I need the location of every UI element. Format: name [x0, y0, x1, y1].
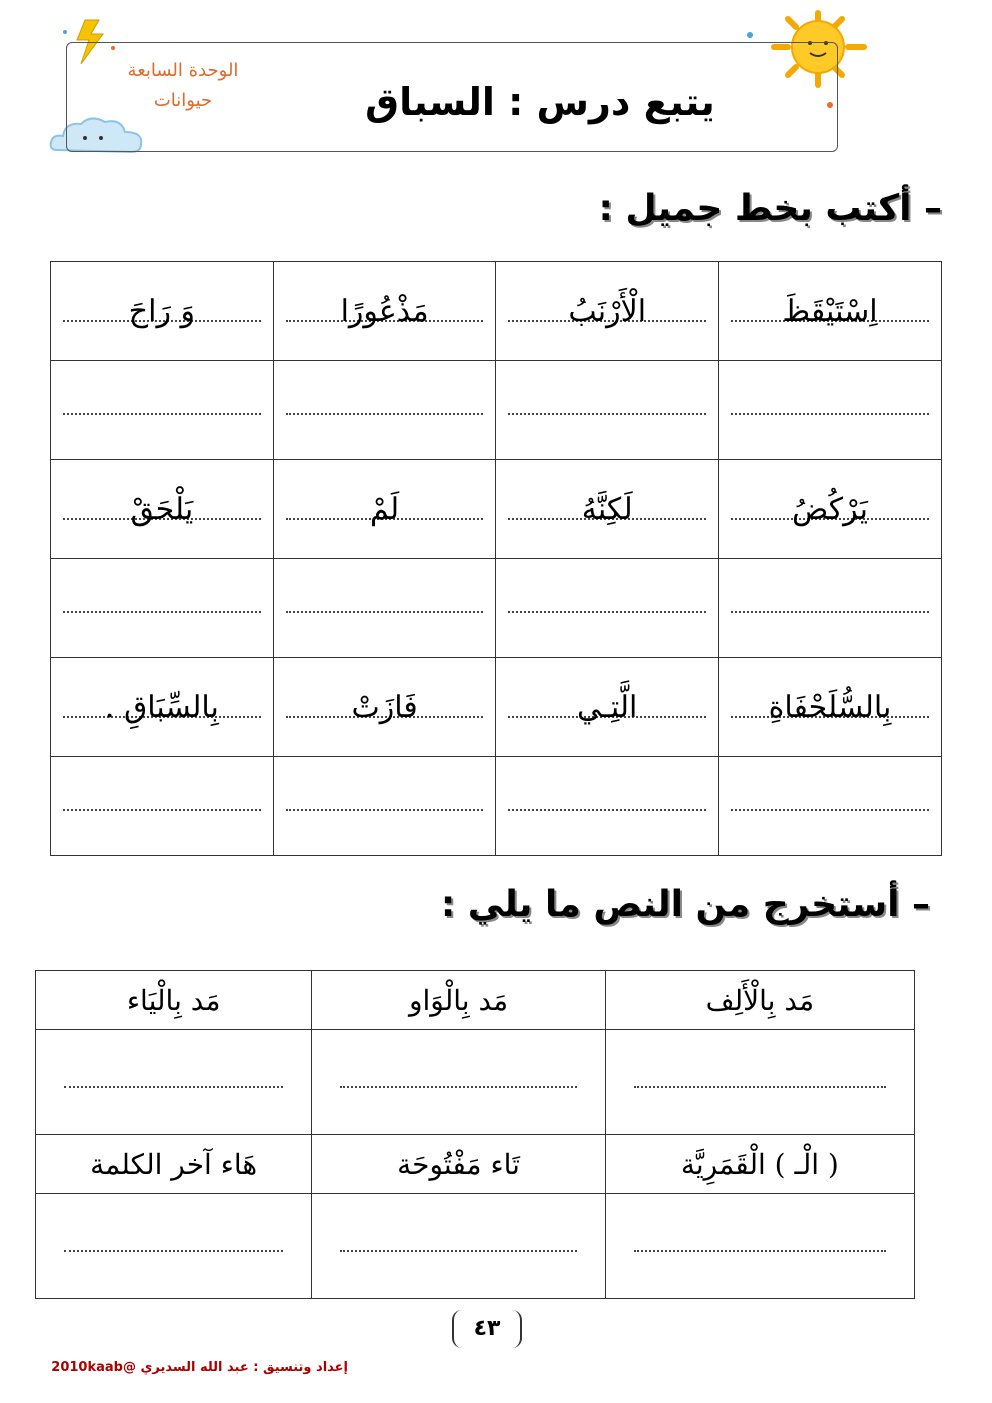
word: الْأَرْنَبُ [568, 293, 647, 329]
writing-cell[interactable] [496, 361, 719, 460]
word: يَرْكُضُ [792, 491, 868, 527]
table-row [36, 1194, 915, 1299]
word: مَذْعُورًا [340, 293, 429, 329]
writing-cell[interactable] [51, 559, 274, 658]
unit-label: الوحدة السابعة [127, 60, 239, 81]
table-row [51, 361, 942, 460]
word: بِالسِّبَاقِ . [104, 689, 219, 725]
word-cell [273, 460, 496, 559]
writing-cell[interactable] [719, 757, 942, 856]
table-row [51, 559, 942, 658]
category-header: مَد بِالْيَاء [36, 971, 312, 1030]
writing-cell[interactable] [496, 757, 719, 856]
table-row [51, 658, 942, 757]
answer-cell[interactable] [36, 1194, 312, 1299]
dotted-line [634, 1086, 886, 1088]
answer-cell[interactable] [312, 1030, 605, 1135]
dotted-line [340, 1086, 576, 1088]
word-cell [51, 262, 274, 361]
dotted-line [63, 413, 261, 415]
word-cell [496, 262, 719, 361]
word-cell [51, 460, 274, 559]
category-header: مَد بِالْوَاو [312, 971, 605, 1030]
word-cell [719, 658, 942, 757]
table-row [51, 460, 942, 559]
dotted-line [64, 1086, 283, 1088]
dotted-line [731, 809, 929, 811]
dotted-line [508, 413, 706, 415]
section1-title: – أكتب بخط جميل : [598, 188, 942, 229]
writing-cell[interactable] [273, 559, 496, 658]
dotted-line [63, 611, 261, 613]
answer-cell[interactable] [312, 1194, 605, 1299]
word-cell [496, 658, 719, 757]
dotted-line [508, 611, 706, 613]
dotted-line [634, 1250, 886, 1252]
dotted-line [286, 413, 484, 415]
word-cell [51, 658, 274, 757]
table-row [36, 1135, 915, 1194]
word: فَازَتْ [351, 689, 418, 725]
answer-cell[interactable] [605, 1194, 914, 1299]
answer-cell[interactable] [36, 1030, 312, 1135]
writing-cell[interactable] [51, 361, 274, 460]
lesson-title: يتبع درس : السباق [365, 80, 715, 124]
dotted-line [731, 611, 929, 613]
handwriting-table [50, 261, 942, 856]
word: لَمْ [370, 491, 400, 527]
word-cell [719, 460, 942, 559]
dotted-line [63, 809, 261, 811]
writing-cell[interactable] [719, 559, 942, 658]
unit-topic-label: حيوانات [153, 90, 213, 111]
dotted-line [286, 611, 484, 613]
answer-cell[interactable] [605, 1030, 914, 1135]
table-row [36, 1030, 915, 1135]
dotted-line [286, 809, 484, 811]
table-row [51, 262, 942, 361]
word: لَكِنَّهُ [581, 491, 633, 527]
word: الَّتِـي [577, 689, 638, 725]
word: يَلْحَقْ [130, 491, 194, 527]
credit-line: إعداد وتنسيق : عبد الله السديري @2010kaab [51, 1360, 348, 1375]
writing-cell[interactable] [273, 757, 496, 856]
word: اِسْتَيْقَظَ [782, 293, 878, 329]
writing-cell[interactable] [719, 361, 942, 460]
writing-cell[interactable] [273, 361, 496, 460]
dotted-line [731, 413, 929, 415]
dotted-line [340, 1250, 576, 1252]
category-header: مَد بِالْأَلِف [605, 971, 914, 1030]
table-row [36, 971, 915, 1030]
section2-title: – أستخرج من النص ما يلي : [440, 884, 930, 925]
word: بِالسُّلَحْفَاةِ [768, 689, 892, 725]
word: وَ رَاحَ [128, 293, 195, 329]
page-number: ٤٣ [452, 1310, 522, 1348]
dotted-line [64, 1250, 283, 1252]
word-cell [273, 658, 496, 757]
word-cell [719, 262, 942, 361]
category-header: ( الْـ ) الْقَمَرِيَّة [605, 1135, 914, 1194]
writing-cell[interactable] [51, 757, 274, 856]
table-row [51, 757, 942, 856]
category-header: هَاء آخر الكلمة [36, 1135, 312, 1194]
word-cell [496, 460, 719, 559]
dotted-line [508, 809, 706, 811]
writing-cell[interactable] [496, 559, 719, 658]
word-cell [273, 262, 496, 361]
extraction-table [35, 970, 915, 1299]
category-header: تَاء مَفْتُوحَة [312, 1135, 605, 1194]
